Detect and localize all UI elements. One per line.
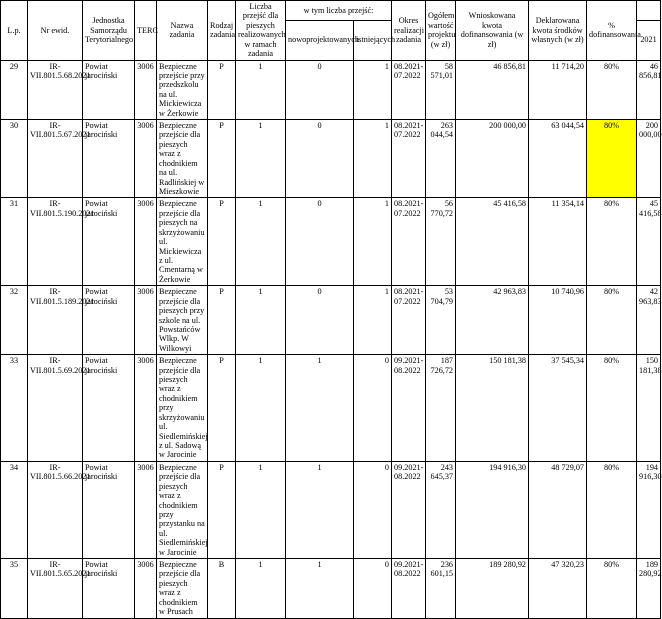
cell-nr: IR-VII.801.5.189.2021 — [28, 286, 83, 355]
cell-nowo: 0 — [286, 198, 354, 286]
cell-rodzaj: P — [208, 60, 236, 120]
header-rodzaj: Rodzaj zadania — [208, 1, 236, 61]
cell-procent: 80% — [587, 355, 637, 462]
header-liczba: Liczba przejść dla pieszych realizowanych w ramach zadania — [236, 1, 286, 61]
cell-deklarowana: 63 044,54 — [529, 120, 587, 198]
cell-lp: 29 — [1, 60, 28, 120]
cell-procent: 80% — [587, 60, 637, 120]
table-row — [1, 286, 661, 355]
cell-terc: 3006 — [135, 461, 157, 558]
table-row — [1, 120, 661, 198]
cell-nowo: 0 — [286, 120, 354, 198]
cell-2021: 46 856,81 — [637, 60, 661, 120]
cell-nazwa: Bezpieczne przejście dla pieszych wraz z chodnikiem na ul. Radlińskiej w Mieszkowie — [157, 120, 208, 198]
cell-deklarowana: 11 354,14 — [529, 198, 587, 286]
cell-2021: 189 280,92 — [637, 559, 661, 619]
cell-rodzaj: P — [208, 286, 236, 355]
cell-nowo: 0 — [286, 286, 354, 355]
cell-jst: Powiat jarociński — [83, 559, 135, 619]
cell-lp: 30 — [1, 120, 28, 198]
header-terc: TERC — [135, 1, 157, 61]
cell-2021: 200 000,00 — [637, 120, 661, 198]
cell-istn: 1 — [354, 120, 392, 198]
header-okres: Okres realizacji zadania — [392, 1, 426, 61]
cell-jst: Powiat jarociński — [83, 60, 135, 120]
cell-nr: IR-VII.801.5.67.2021 — [28, 120, 83, 198]
header-istn: istniejących — [354, 20, 392, 60]
cell-nr: IR-VII.801.5.65.2021 — [28, 559, 83, 619]
cell-rodzaj: P — [208, 355, 236, 462]
cell-ogolem: 263 044,54 — [426, 120, 456, 198]
cell-istn: 0 — [354, 355, 392, 462]
header-nowo: nowoprojektowanych — [286, 20, 354, 60]
cell-okres: 08.2021-07.2022 — [392, 120, 426, 198]
cell-2021: 150 181,38 — [637, 355, 661, 462]
cell-jst: Powiat jarociński — [83, 355, 135, 462]
cell-procent: 80% — [587, 559, 637, 619]
cell-nr: IR-VII.801.5.66.2021 — [28, 461, 83, 558]
cell-lp: 33 — [1, 355, 28, 462]
cell-okres: 08.2021-07.2022 — [392, 60, 426, 120]
cell-wnioskowana: 200 000,00 — [456, 120, 529, 198]
header-ogolem: Ogółem wartość projektu (w zł) — [426, 1, 456, 61]
header-year-top — [637, 1, 661, 21]
cell-nazwa: Bezpieczne przejście dla pieszych wraz z chodnikiem przy skrzyżowaniu ul. Siedlemińskiej z ul. Sadową w Jarocinie — [157, 355, 208, 462]
cell-istn: 0 — [354, 461, 392, 558]
cell-lp: 32 — [1, 286, 28, 355]
cell-terc: 3006 — [135, 60, 157, 120]
cell-jst: Powiat jarociński — [83, 198, 135, 286]
table-row — [1, 559, 661, 619]
cell-liczba: 1 — [236, 286, 286, 355]
cell-rodzaj: P — [208, 198, 236, 286]
cell-deklarowana: 10 740,96 — [529, 286, 587, 355]
table-row — [1, 198, 661, 286]
cell-nr: IR-VII.801.5.69.2021 — [28, 355, 83, 462]
cell-rodzaj: P — [208, 461, 236, 558]
cell-okres: 09.2021-08.2022 — [392, 559, 426, 619]
cell-ogolem: 58 571,01 — [426, 60, 456, 120]
cell-procent: 80% — [587, 198, 637, 286]
cell-lp: 31 — [1, 198, 28, 286]
cell-jst: Powiat jarociński — [83, 120, 135, 198]
cell-okres: 09.2021-08.2022 — [392, 461, 426, 558]
cell-nowo: 1 — [286, 355, 354, 462]
cell-wnioskowana: 194 916,30 — [456, 461, 529, 558]
cell-terc: 3006 — [135, 559, 157, 619]
cell-nowo: 1 — [286, 461, 354, 558]
cell-ogolem: 243 645,37 — [426, 461, 456, 558]
header-w-tym: w tym liczba przejść: — [286, 1, 392, 21]
cell-terc: 3006 — [135, 120, 157, 198]
cell-okres: 09.2021-08.2022 — [392, 355, 426, 462]
cell-ogolem: 56 770,72 — [426, 198, 456, 286]
cell-nowo: 0 — [286, 60, 354, 120]
cell-liczba: 1 — [236, 355, 286, 462]
cell-deklarowana: 47 320,23 — [529, 559, 587, 619]
cell-2021: 194 916,30 — [637, 461, 661, 558]
cell-wnioskowana: 46 856,81 — [456, 60, 529, 120]
cell-istn: 1 — [354, 198, 392, 286]
header-jst: Jednostka Samorządu Terytorialnego — [83, 1, 135, 61]
cell-2021: 45 416,58 — [637, 198, 661, 286]
header-procent: % dofinansowania — [587, 1, 637, 61]
header-deklarowana: Deklarowana kwota środków własnych (w zł) — [529, 1, 587, 61]
cell-istn: 1 — [354, 60, 392, 120]
header-2021: 2021 — [637, 20, 661, 60]
cell-istn: 1 — [354, 286, 392, 355]
cell-jst: Powiat jarociński — [83, 461, 135, 558]
cell-wnioskowana: 150 181,38 — [456, 355, 529, 462]
cell-ogolem: 236 601,15 — [426, 559, 456, 619]
cell-deklarowana: 11 714,20 — [529, 60, 587, 120]
cell-nazwa: Bezpieczne przejście dla pieszych wraz z chodnikiem w Prusach — [157, 559, 208, 619]
table-row — [1, 60, 661, 120]
cell-nowo: 1 — [286, 559, 354, 619]
cell-lp: 34 — [1, 461, 28, 558]
cell-rodzaj: B — [208, 559, 236, 619]
cell-procent: 80% — [587, 286, 637, 355]
cell-wnioskowana: 189 280,92 — [456, 559, 529, 619]
cell-okres: 08.2021-07.2022 — [392, 198, 426, 286]
cell-nazwa: Bezpieczne przejście dla pieszych wraz z chodnikiem przy przystanku na ul. Siedlemińskiej w Jarocinie — [157, 461, 208, 558]
header-nr-ewid: Nr ewid. — [28, 1, 83, 61]
cell-nr: IR-VII.801.5.68.2021 — [28, 60, 83, 120]
cell-jst: Powiat jarociński — [83, 286, 135, 355]
cell-nazwa: Bezpieczne przejście przy przedszkolu na ul. Mickiewicza w Żerkowie — [157, 60, 208, 120]
cell-lp: 35 — [1, 559, 28, 619]
cell-nazwa: Bezpieczne przejście dla pieszych na skrzyżowaniu ul. Mickiewicza z ul. Cmentarną w Żerkowie — [157, 198, 208, 286]
cell-nr: IR-VII.801.5.190.2021 — [28, 198, 83, 286]
cell-liczba: 1 — [236, 120, 286, 198]
cell-ogolem: 53 704,79 — [426, 286, 456, 355]
cell-terc: 3006 — [135, 198, 157, 286]
header-wnioskowana: Wnioskowana kwota dofinansowania (w zł) — [456, 1, 529, 61]
cell-deklarowana: 48 729,07 — [529, 461, 587, 558]
cell-2021: 42 963,83 — [637, 286, 661, 355]
header-lp: L.p. — [1, 1, 28, 61]
table-row — [1, 355, 661, 462]
cell-rodzaj: P — [208, 120, 236, 198]
cell-wnioskowana: 45 416,58 — [456, 198, 529, 286]
cell-deklarowana: 37 545,34 — [529, 355, 587, 462]
cell-istn: 0 — [354, 559, 392, 619]
cell-okres: 08.2021-07.2022 — [392, 286, 426, 355]
cell-terc: 3006 — [135, 355, 157, 462]
cell-wnioskowana: 42 963,83 — [456, 286, 529, 355]
cell-ogolem: 187 726,72 — [426, 355, 456, 462]
cell-liczba: 1 — [236, 60, 286, 120]
cell-procent-highlighted: 80% — [587, 120, 637, 198]
header-nazwa: Nazwa zadania — [157, 1, 208, 61]
cell-liczba: 1 — [236, 559, 286, 619]
cell-procent: 80% — [587, 461, 637, 558]
cell-liczba: 1 — [236, 198, 286, 286]
cell-terc: 3006 — [135, 286, 157, 355]
cell-nazwa: Bezpieczne przejście dla pieszych przy szkole na ul. Powstańców Wlkp. W Wilkowyi — [157, 286, 208, 355]
cell-liczba: 1 — [236, 461, 286, 558]
table-row — [1, 461, 661, 558]
